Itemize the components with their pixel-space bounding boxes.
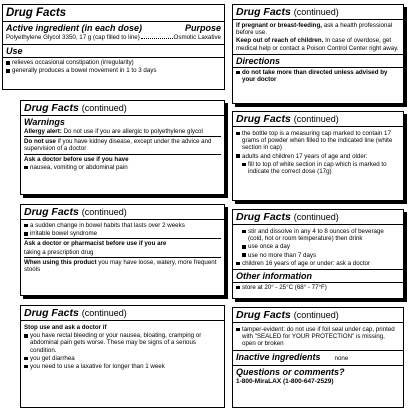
ask-doctor-label: Ask a doctor before use if you have — [24, 155, 129, 163]
panel-header — [21, 306, 224, 321]
continued-label: (continued) — [293, 212, 339, 222]
active-ingredient-header-row — [3, 22, 224, 34]
ask-pharmacist-label: Ask a doctor or pharmacist before use if you are — [24, 240, 167, 248]
continued-label: (continued) — [81, 103, 127, 113]
panel-header — [233, 5, 403, 20]
dot-leader — [141, 34, 173, 39]
directions-heading: Directions — [233, 55, 403, 68]
other-info-body — [233, 283, 403, 293]
active-ingredient-heading: Active ingredient (in each dose) — [6, 23, 143, 33]
ask-doctor-item: a sudden change in bowel habits that lasts over 2 weeks — [24, 222, 221, 229]
questions-heading: Questions or comments? — [236, 366, 345, 377]
inactive-value: none — [334, 354, 349, 362]
directions-item: children 16 years of age or under: ask a doctor — [236, 260, 400, 267]
ingredient-row — [6, 34, 221, 41]
drug-facts-label: Drug Facts — [24, 206, 79, 218]
panel-inactive-questions — [232, 307, 404, 408]
continued-label: (continued) — [293, 7, 339, 17]
directions-sub-item: use no more than 7 days — [236, 252, 400, 259]
ask-doctor-item: nausea, vomiting or abdominal pain — [24, 164, 221, 171]
use-item: generally produces a bowel movement in 1 to 3 days — [6, 67, 221, 74]
ask-doctor-item: irritable bowel syndrome — [24, 230, 221, 237]
continued-label: (continued) — [81, 308, 127, 318]
warnings-body — [21, 127, 224, 173]
pregnancy-label: If pregnant or breast-feeding, — [236, 22, 322, 29]
divider — [24, 257, 221, 258]
drug-facts-label: Drug Facts — [236, 309, 291, 321]
when-using-label: When using this product — [24, 258, 97, 266]
drug-facts-label: Drug Facts — [24, 307, 79, 319]
panel-header — [21, 205, 224, 220]
divider — [24, 238, 221, 239]
panel-directions-other-info — [232, 209, 404, 299]
stop-use-label: Stop use and ask a doctor if — [24, 324, 107, 331]
directions-item: the bottle top is a measuring cap marked to contain 17 grams of powder when filled to the indicated line (white section in cap) — [236, 130, 400, 152]
reach-text: In case of overdose, get medical help or contact a Poison Control Center right away. — [236, 37, 399, 52]
other-info-item: store at 20° - 25°C (68° - 77°F) — [236, 284, 400, 291]
panel-active-ingredient — [2, 4, 225, 90]
divider — [24, 154, 221, 155]
directions-sub-item: use once a day — [236, 243, 400, 250]
stop-use-item: you have rectal bleeding or your nausea, bloating, cramping or abdominal pain gets worse. These may be signs of a serious condition. — [24, 332, 221, 354]
directions-continued-body — [233, 225, 403, 269]
drug-facts-title: Drug Facts — [3, 5, 224, 22]
directions-item: adults and children 17 years of age and older: — [236, 153, 400, 160]
pregnancy-body — [233, 20, 403, 54]
allergy-label: Allergy alert: — [24, 128, 62, 135]
stop-use-body — [21, 321, 224, 372]
drug-facts-label: Drug Facts — [236, 211, 291, 223]
purpose-text: Osmotic Laxative — [173, 34, 221, 41]
panel-directions-continued — [232, 111, 404, 201]
stop-use-item: you get diarrhea — [24, 355, 221, 362]
panel-warnings-continued — [20, 204, 225, 296]
other-info-item: tamper-evident: do not use if foil seal under cap, printed with "SEALED for YOUR PROTECTION" is missing, open or broken — [236, 326, 400, 348]
ask-pharmacist-text: taking a prescription drug — [24, 248, 94, 256]
ingredient-text: Polyethylene Glycol 3350, 17 g (cap filled to line) — [6, 34, 140, 41]
drug-facts-label: Drug Facts — [24, 102, 79, 114]
continued-label: (continued) — [293, 310, 339, 320]
do-not-use-text: if you have kidney disease, except under the advice and supervision of a doctor — [24, 138, 212, 153]
warnings-heading: Warnings — [24, 117, 65, 127]
drug-facts-label: Drug Facts — [236, 6, 291, 18]
use-item: relieves occasional constipation (irregularity) — [6, 59, 221, 66]
drug-facts-label: Drug Facts — [236, 113, 291, 125]
panel-header — [21, 101, 224, 116]
do-not-use-label: Do not use — [24, 138, 56, 146]
continued-label: (continued) — [81, 207, 127, 217]
panel-header — [233, 308, 403, 323]
inactive-heading: Inactive ingredients — [236, 351, 321, 362]
use-list — [3, 58, 224, 76]
directions-continued-body — [233, 127, 403, 177]
divider — [24, 136, 221, 137]
directions-body — [233, 68, 403, 85]
phone-number: 1-800-MiraLAX (1-800-647-2529) — [236, 377, 334, 385]
directions-item: do not take more than directed unless advised by your doctor — [236, 69, 400, 83]
purpose-heading: Purpose — [184, 23, 221, 33]
other-info-heading: Other information — [233, 270, 403, 283]
panel-pregnancy-directions — [232, 4, 404, 104]
reach-label: Keep out of reach of children. — [236, 37, 324, 45]
panel-header — [233, 210, 403, 225]
pregnancy-text: ask a health professional before use. — [236, 22, 393, 37]
other-info-continued-body — [233, 323, 403, 350]
when-using-text: you may have loose, watery, more frequent stools — [24, 258, 217, 274]
panel-warnings — [20, 100, 225, 195]
continued-label: (continued) — [293, 114, 339, 124]
warnings-continued-body — [21, 220, 224, 275]
directions-sub-item: fill to top of white section in cap which is marked to indicate the correct dose (17g) — [236, 161, 400, 175]
panel-stop-use — [20, 305, 225, 408]
ingredient-row-wrap — [3, 34, 224, 41]
inactive-row — [233, 351, 403, 366]
directions-sub-item: stir and dissolve in any 4 to 8 ounces of beverage (cold, hot or room temperature) then drink — [236, 228, 400, 242]
use-heading: Use — [3, 45, 224, 58]
allergy-text: Do not use if you are allergic to polyethylene glycol — [63, 128, 203, 135]
panel-header — [233, 112, 403, 127]
stop-use-item: you need to use a laxative for longer than 1 week — [24, 363, 221, 370]
